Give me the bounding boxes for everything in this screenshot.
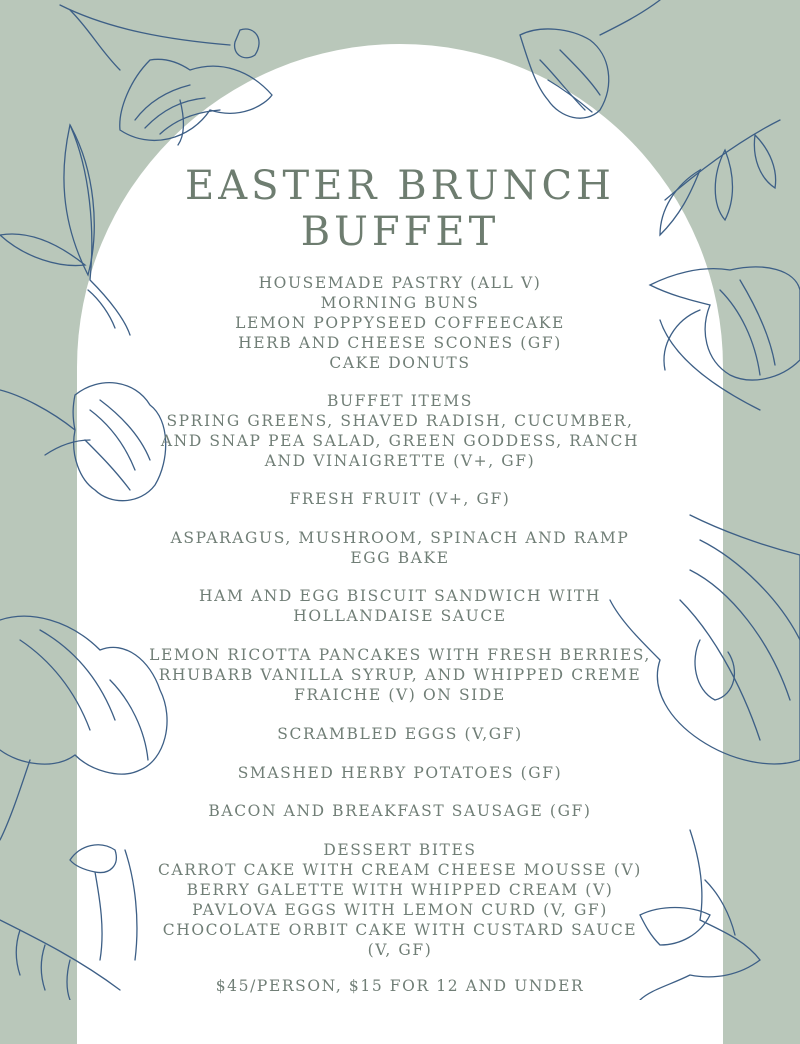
- menu-line: HERB AND CHEESE SCONES (GF): [238, 334, 562, 352]
- menu-line: LEMON POPPYSEED COFFEECAKE: [235, 314, 565, 332]
- menu-line: ASPARAGUS, MUSHROOM, SPINACH AND RAMP: [170, 529, 630, 547]
- menu-line: LEMON RICOTTA PANCAKES WITH FRESH BERRIES,: [149, 646, 651, 664]
- menu-line: CAKE DONUTS: [329, 354, 471, 372]
- menu-line: HOLLANDAISE SAUCE: [293, 607, 507, 625]
- title-line-2: BUFFET: [300, 209, 500, 255]
- title-line-1: EASTER BRUNCH: [185, 163, 615, 209]
- price-line: $45/PERSON, $15 FOR 12 AND UNDER: [215, 977, 585, 995]
- menu-line: FRESH FRUIT (V+, GF): [289, 490, 511, 508]
- menu-line: BACON AND BREAKFAST SAUSAGE (GF): [208, 802, 592, 820]
- menu-line: HOUSEMADE PASTRY (ALL V): [258, 274, 542, 292]
- menu-line: CARROT CAKE WITH CREAM CHEESE MOUSSE (V): [158, 861, 642, 879]
- section-heading: DESSERT BITES: [323, 841, 477, 859]
- menu-line: SCRAMBLED EGGS (V,GF): [277, 725, 523, 743]
- page-title: [77, 163, 723, 255]
- menu-line: PAVLOVA EGGS WITH LEMON CURD (V, GF): [192, 901, 608, 919]
- menu-line: SMASHED HERBY POTATOES (GF): [237, 764, 563, 782]
- section-heading: BUFFET ITEMS: [326, 392, 473, 410]
- menu-line: SPRING GREENS, SHAVED RADISH, CUCUMBER,: [166, 412, 634, 430]
- menu-content: [77, 0, 723, 1000]
- menu-line: BERRY GALETTE WITH WHIPPED CREAM (V): [186, 881, 614, 899]
- menu-line: HAM AND EGG BISCUIT SANDWICH WITH: [199, 587, 601, 605]
- menu-line: AND VINAIGRETTE (V+, GF): [264, 452, 536, 470]
- menu-line: FRAICHE (V) ON SIDE: [294, 686, 506, 704]
- menu-line: CHOCOLATE ORBIT CAKE WITH CUSTARD SAUCE: [162, 921, 638, 939]
- menu-line: EGG BAKE: [350, 549, 450, 567]
- menu-line: (V, GF): [367, 941, 433, 959]
- menu-line: RHUBARB VANILLA SYRUP, AND WHIPPED CREME: [158, 666, 642, 684]
- menu-line: AND SNAP PEA SALAD, GREEN GODDESS, RANCH: [160, 432, 640, 450]
- menu-line: MORNING BUNS: [320, 294, 480, 312]
